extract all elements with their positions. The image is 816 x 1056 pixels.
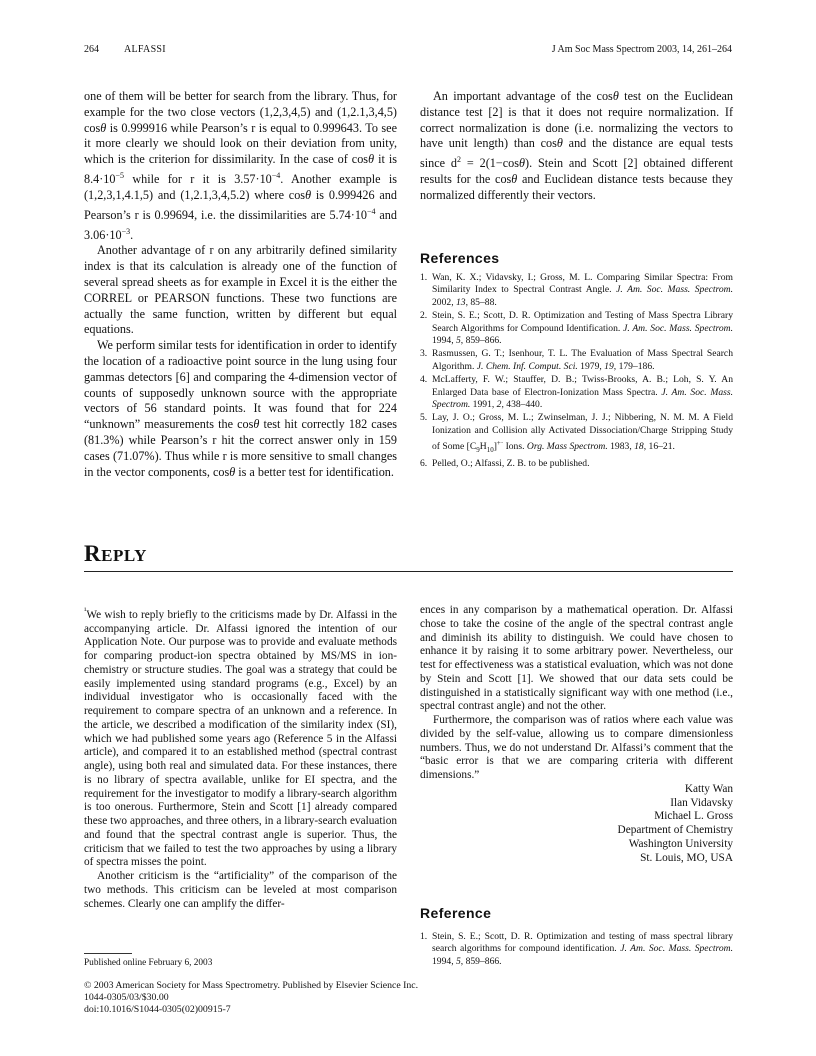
signature-line: Ilan Vidavsky bbox=[670, 796, 733, 809]
copyright-line: © 2003 American Society for Mass Spectrometry. Published by Elsevier Science Inc. bbox=[84, 980, 419, 991]
footnote-marker: ¹ bbox=[84, 606, 87, 615]
reference-item: 1. Stein, S. E.; Scott, D. R. Optimization and testing of mass spectral library search algorithms for compound identification. J. Am. Soc. Mass. Spectrom. 1994, 5, 859–866. bbox=[420, 931, 733, 967]
reference-item: 4. McLafferty, F. W.; Stauffer, D. B.; Twiss-Brooks, A. B.; Loh, S. Y. An Enlarged Data base of Electron-Ionization Mass Spectra. J. Am. Soc. Mass. Spectrom. 1991, 2, 438–440. bbox=[420, 374, 733, 411]
reply-reference-list bbox=[420, 931, 733, 969]
reply-heading-rule bbox=[84, 571, 733, 572]
signature-line: Department of Chemistry bbox=[617, 824, 733, 836]
references-heading: References bbox=[420, 250, 500, 266]
issn-line: 1044-0305/03/$30.00 bbox=[84, 992, 169, 1003]
reference-item: 5. Lay, J. O.; Gross, M. L.; Zwinselman, J. J.; Nibbering, N. M. M. A Field Ionization and Collision ally Activated Dissociation/Charge Stripping Study of Some $[C_9H_{10}]^{+\cdot}$ Ions. Org. Mass Spectrom. 1983, 18, 16–21. bbox=[420, 412, 733, 455]
paragraph: An important advantage of the cosθ test on the Euclidean distance test [2] is that it does not require normalization. If correct normalization is done (i.e. normalizing the vectors to have unit length) than cosθ and the distance are equal tests since $d^2 = 2(1-\cos\theta)$. Stein and Scott [2] obtained different results for the cosθ and Euclidean distance tests because they normalized differently their vectors. bbox=[420, 89, 734, 202]
reply-reference-heading: Reference bbox=[420, 905, 492, 921]
footnote-rule bbox=[84, 953, 132, 954]
left-column bbox=[84, 89, 397, 480]
reply-left-column bbox=[84, 604, 397, 911]
paragraph: We perform similar tests for identification in order to identify the location of a radioactive point source in the lung using four gammas detectors [6] and comparing the 4-dimension vector of counts of supposedly unknown source with the appropriate vectors of 56 standard points. It was found that for 224 “unknown” measurements the cosθ test hit correctly 182 cases (81.3%) while Pearson’s r hit the correct answer only in 159 cases (71.07%). Thus while r is more sensitive to small changes in the vector components, cosθ is a better test for identification. bbox=[84, 338, 397, 479]
reference-list bbox=[420, 272, 733, 471]
page-number: 264 bbox=[84, 44, 99, 55]
paragraph: Furthermore, the comparison was of ratios where each value was divided by the self-value, allowing us to compare dimensionless numbers. Thus, we do not understand Dr. Alfassi’s comment that the “basic error is that we are comparing criteria with different dimensions.” bbox=[420, 714, 733, 781]
paragraph: Another criticism is the “artificiality” of the comparison of the two methods. This criticism can be leveled at most comparison schemes. Clearly one can amplify the differ- bbox=[84, 870, 397, 910]
reference-item: 2. Stein, S. E.; Scott, D. R. Optimization and Testing of Mass Spectra Library Search Algorithms for Compound Identification. J. Am. Soc. Mass. Spectrom. 1994, 5, 859–866. bbox=[420, 310, 734, 347]
signature-line: Michael L. Gross bbox=[654, 810, 733, 823]
signature-line: Washington University bbox=[628, 837, 733, 850]
published-online: Published online February 6, 2003 bbox=[84, 958, 213, 968]
doi-line: doi:10.1016/S1044-0305(02)00915-7 bbox=[84, 1004, 231, 1015]
signature-block bbox=[420, 783, 733, 866]
reply-right-column bbox=[420, 604, 733, 865]
running-journal: J Am Soc Mass Spectrom 2003, 14, 261–264 bbox=[551, 44, 732, 55]
reference-item: 3. Rasmussen, G. T.; Isenhour, T. L. The Evaluation of Mass Spectral Search Algorithm. J. Chem. Inf. Comput. Sci. 1979, 19, 179–186. bbox=[420, 348, 733, 372]
reference-item: 6. Pelled, O.; Alfassi, Z. B. to be published. bbox=[420, 457, 590, 469]
signature-line: Katty Wan bbox=[684, 782, 733, 795]
reply-heading: REPLY bbox=[84, 541, 147, 566]
paragraph: one of them will be better for search from the library. Thus, for example for the two close vectors (1,2,3,4,5) and (1,2.1,3,4,5) cosθ is 0.999916 while Pearson’s r is equal to 0.999643. To see it more clearly we should look on their deviation from unity, which is the criterion for dissimilarity. In the case of cosθ it is $8.4\cdot 10^{-5}$ while for r it is $3.57\cdot 10^{-4}$. Another example is (1,2,3,1,4.1,5) and (1,2.1,3,4,5.2) where cosθ is 0.999426 and Pearson’s r is 0.99694, i.e. the dissimilarities are $5.74\cdot 10^{-4}$ and $3.06\cdot 10^{-3}$. bbox=[84, 89, 397, 242]
paragraph: ences in any comparison by a mathematical operation. Dr. Alfassi chose to take the cosine of the angle of the spectral contrast angle and diminish its ability to distinguish. We could have chosen to enhance it by raising it to some arbitrary power. Nevertheless, our test for effectiveness was a statistical evaluation, which was not done by Stein and Scott [1]. We showed that our data sets could be distinguished in a statistically significant way with one method (i.e., spectral contrast angle) and not the other. bbox=[420, 604, 733, 713]
paragraph: Another advantage of r on any arbitrarily defined similarity index is that its calculation is already one of the function of several spread sheets as for example in Excel it is the either the CORREL or PEARSON functions. These two functions are actually the same function, written by different but equal equations. bbox=[84, 243, 397, 337]
right-column bbox=[420, 89, 733, 204]
signature-line: St. Louis, MO, USA bbox=[640, 851, 733, 864]
paragraph: $^{^1}$We wish to reply briefly to the criticisms made by Dr. Alfassi in the accompanying article. Dr. Alfassi ignored the intention of our Application Note. Our purpose was to provide and evaluate methods for comparing product-ion spectra obtained by MS/MS in ion-chemistry or structure studies. The goal was a strategy that could be easily implemented using standard programs (e.g., Excel) by an individual investigator who is occasionally faced with the requirement to compare spectra of an unknown and a reference. In the article, we described a modification of the similarity index (SI), which we had published some years ago (Reference 5 in the Alfassi article), and compared it to an established method (spectral contrast angle), using both real and simulated data. For these instances, there is no library of spectra available, unlike for EI spectra, and the requirement for the investigator to modify a library-search algorithm is too onerous. Furthermore, Stein and Scott [1] already compared these two approaches, and three others, in a library-search evaluation and found that the spectral contrast angle is superior. Thus, the criticism that we failed to test the two approaches by using a library of spectra misses the point. bbox=[84, 606, 397, 869]
copyright-block bbox=[84, 980, 418, 1016]
reference-item: 1. Wan, K. X.; Vidavsky, I.; Gross, M. L. Comparing Similar Spectra: From Similarity Index to Spectral Contrast Angle. J. Am. Soc. Mass. Spectrom. 2002, 13, 85–88. bbox=[420, 272, 734, 308]
running-author: ALFASSI bbox=[124, 44, 166, 55]
